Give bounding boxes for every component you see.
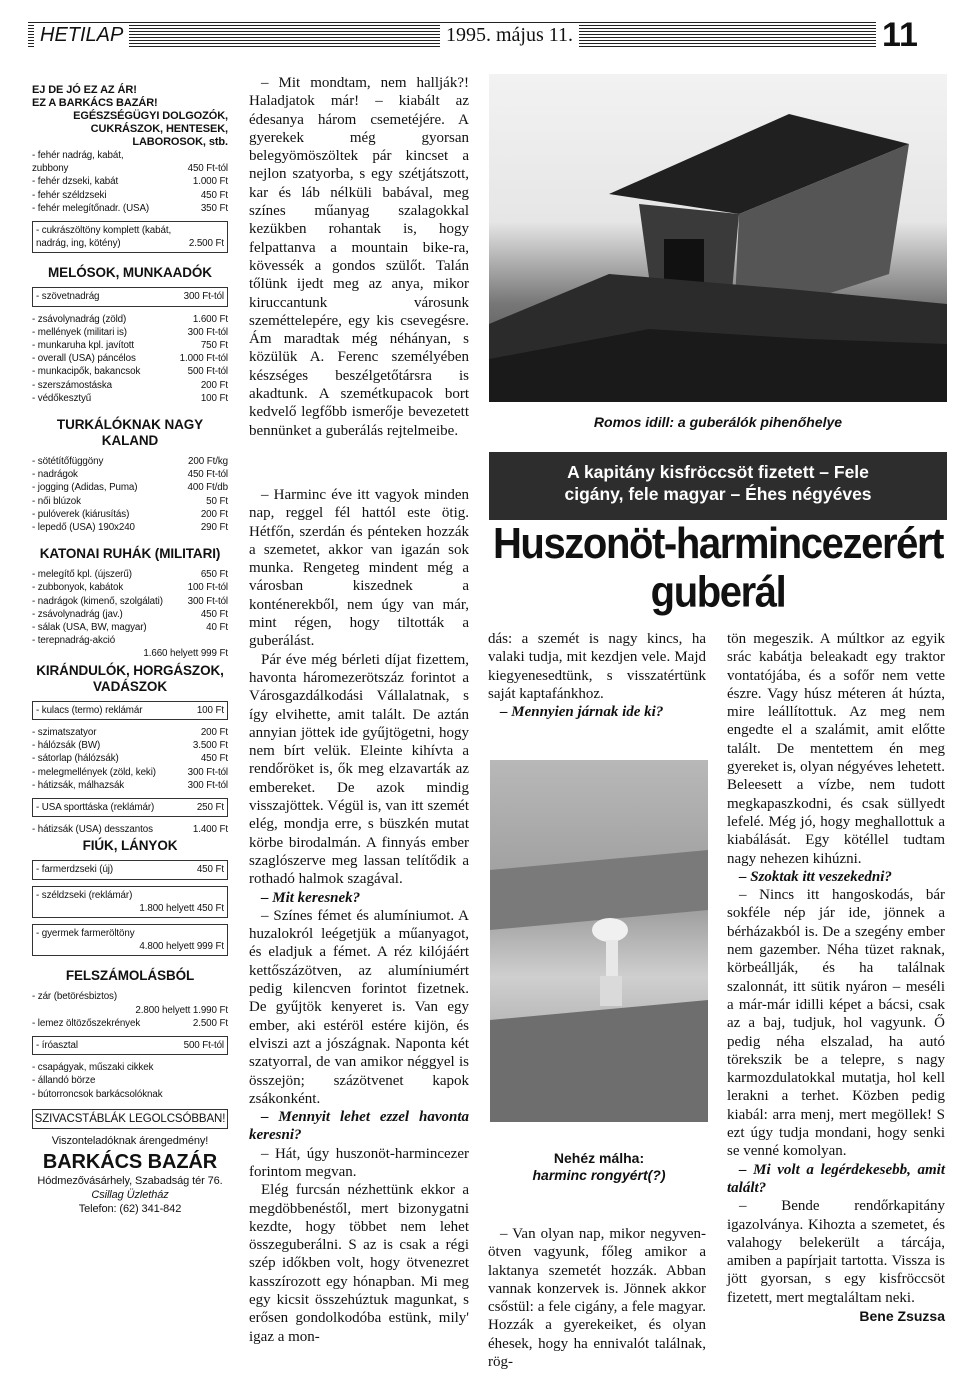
ad-item-row	[32, 608, 228, 621]
ad-group-misc	[32, 1061, 228, 1101]
ad-item-row	[32, 365, 228, 378]
ad-item-name: - sálak (USA, BW, magyar)	[32, 622, 147, 634]
ad-item-row	[32, 202, 228, 215]
ad-item-name: - íróasztal	[36, 1039, 78, 1051]
ad-item-price: 1.800 helyett 450 Ft	[139, 902, 224, 914]
ad-item-price: 100 Ft	[196, 704, 224, 716]
ad-item-row	[32, 508, 228, 521]
ad-address: Hódmezővásárhely, Szabadság tér 76.	[37, 1174, 223, 1187]
ad-misc-line: - csapágyak, műszaki cikkek	[32, 1062, 154, 1074]
ad-item-row	[32, 339, 228, 352]
ad-item-price: 2.800 helyett 1.990 Ft	[135, 1004, 228, 1016]
ad-store-name	[32, 1188, 228, 1202]
article-paragraph: Pár éve még bérleti díjat fizettem, havonta háromezerötszáz forintot a Városgazdálkodási Vállalatnak, s így elvihette, amit talált. De aztán annyian jöttek ide gyűjtögetni, hogy nem bírt velük. Eleinte kihívta a rendőröket is, ők meg elzavarták az embereket. De azok mindig visszajöttek. Végül is, van itt szemét elég, mondja erre, s büszkén mutat körbe birodalmán. A finnyás ember szaglószerve meg lassan telítődik a rothadó halmok szagával.	[249, 651, 469, 888]
ad-item-row	[32, 766, 228, 779]
ad-item-price: 300 Ft-tól	[187, 766, 228, 778]
photo1-caption: Romos idill: a guberálók pihenőhelye	[593, 414, 843, 430]
ad-item-price: 1.000 Ft	[192, 176, 228, 188]
headline-block	[489, 452, 947, 620]
ad-item-name: nadrág, ing, kötény)	[36, 238, 121, 250]
photo2-caption	[490, 1150, 708, 1184]
ad-item-row	[32, 1017, 228, 1030]
ad-item-row	[32, 468, 228, 481]
ad-box-flask	[32, 701, 228, 720]
article-paragraph: – Van olyan nap, mikor negyven-ötven vagyunk, főleg amikor a laktanya szemetét hozzák. Abban vannak konzervek is. Jönnek akkor csőstül: a fele cigány, a fele magyar. Hozzák a gyerekeiket, és olyan éhesek, hogy ha ennivalót találnak, rög-	[488, 1226, 706, 1371]
ad-misc-line: - bútorroncsok barkácsolóknak	[32, 1088, 163, 1100]
ad-item-row	[32, 379, 228, 392]
ad-box-sportbag	[32, 798, 228, 817]
article-paragraph: – Színes fémet és alumíniumot. A huzalokról leégetjük a műanyagot, és eladjuk a fémet. A réz kilójáért kettőszázötven, az alumíniumért pedig kilencven forintot fizetnek. De gyűjtök kenyeret is. Van egy ember, aki estéröl estére kijön, és elviszi azt a jószágnak. Naponta két szatyorral, de van amikor néggyel is összejön; százötvenet kapok zsákonként.	[249, 907, 469, 1107]
ad-item-name: - mellények (militari is)	[32, 326, 127, 338]
interview-question: – Mit keresnek?	[261, 889, 361, 906]
ad-item-row	[32, 581, 228, 594]
ad-item-price: 500 Ft-tól	[187, 366, 228, 378]
ad-item-row	[32, 352, 228, 365]
ad-box-jeans-jacket	[32, 860, 228, 879]
ad-item-price: 500 Ft-tól	[183, 1039, 224, 1051]
ad-section-title: VADÁSZOK	[93, 678, 167, 694]
page-header	[28, 16, 928, 54]
ad-item-row	[32, 162, 228, 175]
ad-item-price: 450 Ft-tól	[187, 469, 228, 481]
ad-item-price: 450 Ft	[200, 608, 228, 620]
ad-item-name: - védőkesztyű	[32, 392, 92, 404]
ad-item-price: 300 Ft-tól	[187, 779, 228, 791]
ad-intro-line: CUKRÁSZOK, HENTESEK,	[90, 123, 228, 135]
ad-item-name: - fehér melegítőnadr. (USA)	[32, 202, 150, 214]
ad-item-price: 100 Ft	[200, 392, 228, 404]
ad-item-price: 4.800 helyett 999 Ft	[139, 941, 224, 953]
ad-item-name: - melegítő kpl. (újszerű)	[32, 569, 132, 581]
ad-item-row	[32, 634, 228, 647]
ad-item-price: 1.400 Ft	[192, 824, 228, 836]
ad-item-name: - fehér széldzseki	[32, 189, 107, 201]
ad-item-price: 200 Ft	[200, 726, 228, 738]
ad-phone: Telefon: (62) 341-842	[78, 1202, 182, 1215]
ad-item-name: - női blúzok	[32, 495, 81, 507]
scavenger-photo	[490, 760, 708, 1122]
ad-store-label: Csillag Üzletház	[91, 1188, 169, 1201]
ad-item-price: 1.000 Ft-tól	[179, 353, 228, 365]
ad-item-name: - sátorlap (hálózsák)	[32, 753, 119, 765]
ad-item-row	[32, 739, 228, 752]
ad-item-name: - munkacipők, bakancsok	[32, 366, 141, 378]
ad-box-row	[36, 237, 224, 250]
ad-item-name: - jogging (Adidas, Puma)	[32, 482, 138, 494]
kicker-box	[489, 452, 947, 520]
caption-line: harminc rongyért(?)	[532, 1167, 666, 1183]
ad-item-name: - zubbonyok, kabátok	[32, 582, 124, 594]
article-paragraph: Elég furcsán nézhettünk ekkor a megdöbbenéstől, mert bizonygatni kezdte, hogy többet nem lehet összeguberálni. S az is csak a régi szép időkben volt, hogy ötvenezret kasszírozott egy hónapban. Mi meg egy kicsit összehúztuk magunkat, s erősen gondolkodóba estünk, mily' igaz a mon-	[249, 1182, 469, 1345]
newspaper-name: HETILAP	[34, 23, 129, 47]
ad-item-row	[32, 779, 228, 792]
article-paragraph: – Hát, úgy huszonöt-harmincezer forintom megvan.	[249, 1145, 469, 1180]
ad-item-price: 300 Ft-tól	[187, 326, 228, 338]
ad-foam-banner: SZIVACSTÁBLÁK LEGOLCSÓBBAN!	[32, 1109, 228, 1129]
scavenger-illustration	[490, 760, 708, 1122]
ad-item-price: 3.500 Ft	[192, 740, 228, 752]
ad-item-price: 450 Ft	[196, 864, 224, 876]
ad-item-name: - széldzseki (reklámár)	[36, 889, 133, 901]
ad-item-name: - fehér dzseki, kabát	[32, 176, 119, 188]
ad-item-row	[32, 313, 228, 326]
main-headline	[489, 520, 947, 617]
ad-item-price: 50 Ft	[206, 495, 228, 507]
ad-item-name: - lepedő (USA) 190x240	[32, 522, 135, 534]
ad-item-price: 40 Ft	[206, 622, 228, 634]
ad-item-row	[32, 149, 228, 162]
article-column-3	[488, 630, 706, 721]
ad-item-name: - sötétítőfüggöny	[32, 456, 104, 468]
ad-item-price: 400 Ft/db	[187, 482, 228, 494]
ad-group-workers	[32, 313, 228, 405]
article-column-4	[727, 630, 945, 1325]
ad-offer-line: 1.660 helyett 999 Ft	[143, 648, 228, 660]
ad-item-price: 200 Ft	[200, 508, 228, 520]
page-number: 11	[876, 18, 924, 52]
ad-item-name: - szimatszatyor	[32, 726, 97, 738]
kicker-line: A kapitány kisfröccsöt fizetett – Fele	[567, 462, 869, 482]
ad-item-row	[32, 595, 228, 608]
ad-item-price: 450 Ft	[200, 753, 228, 765]
article-paragraph: – Bende rendőrkapitány igazolványa. Kihozta a szemetet, és valahogy belekerült a tárcája, amiben a papírjait tartotta. Vissza is jött gyorsan, s egy kisfröccsöt fizetett, mert megtaláltam neki.	[727, 1198, 945, 1306]
article-column-1-cont	[249, 486, 469, 1346]
headline-line: Huszonöt-harmincezerért	[492, 519, 944, 568]
caption-line: Nehéz málha:	[553, 1150, 645, 1166]
ad-item-price: 100 Ft-tól	[187, 582, 228, 594]
ad-section-title: KATONAI RUHÁK (MILITARI)	[39, 546, 221, 562]
ad-item-name: - overall (USA) páncélos	[32, 353, 136, 365]
ad-item-row	[32, 495, 228, 508]
author-signature: Bene Zsuzsa	[859, 1307, 945, 1324]
ad-section-title: FIÚK, LÁNYOK	[82, 838, 178, 854]
article-paragraph: – Harminc éve itt vagyok minden nap, reggel fél hattól este ötig. Hétfőn, szerdán és pénteken hozzák a szemetet, akkor van igazán sok munka. Rengeteg mindent még a városban kiszednek a konténerekből, nem úgy van már, mint régen, hogy tiltották a guberálást.	[249, 487, 469, 650]
ad-reseller-note: Viszonteladóknak árengedmény!	[51, 1134, 209, 1147]
ad-item-name: - szövetnadrág	[36, 291, 100, 303]
ad-item-row	[32, 568, 228, 581]
ad-item-row	[32, 175, 228, 188]
ad-box-pastry-suit	[32, 221, 228, 253]
interview-question: – Mennyit lehet ezzel havonta keresni?	[249, 1109, 469, 1144]
ad-item-row	[32, 823, 228, 836]
ad-group-hiking	[32, 726, 228, 792]
ruined-shed-illustration	[489, 74, 947, 402]
ad-item-row	[32, 726, 228, 739]
ad-item-row	[32, 392, 228, 405]
ad-item-price: 300 Ft-tól	[183, 291, 224, 303]
ad-item-row	[32, 326, 228, 339]
ad-item-price: 350 Ft	[200, 202, 228, 214]
article-paragraph: tön megeszik. A múltkor az egyik srác kabátja beleakadt egy traktor vontatójába, és a sofőr nem vette észre. Vagy húsz méteren át húzta, mire leállítottuk. Az meg nem engedte el a szalámit, amit előtte talált. De mentettem én meg gyereket is, olyan négyéves lehetett. Beleesett a vízbe, nem tudott megkapaszkodni, és csak süllyedt lefelé. Még jó, hogy meghallottuk a kiabálását. Egy kötéllel tudtam nagy nehezen kihúzni.	[727, 631, 945, 867]
ad-intro-line: LABOROSOK, stb.	[132, 136, 228, 148]
article-column-1	[249, 74, 469, 440]
ad-item-price: 200 Ft/kg	[188, 456, 228, 468]
ad-item-name: - munkaruha kpl. javított	[32, 340, 135, 352]
ad-item-name: - kulacs (termo) reklámár	[36, 704, 143, 716]
ad-item-price: 450 Ft	[200, 189, 228, 201]
ad-item-name: - farmerdzseki (új)	[36, 864, 114, 876]
ad-section-title: TURKÁLÓKNAK NAGY KALAND	[56, 417, 204, 449]
issue-date: 1995. május 11.	[440, 23, 579, 47]
ad-intro	[32, 84, 228, 149]
interview-question: – Szoktak itt veszekedni?	[739, 868, 892, 885]
ad-item-price: 250 Ft	[196, 801, 224, 813]
ad-item-name: - lemez öltözőszekrények	[32, 1017, 141, 1029]
ad-item-price: 300 Ft-tól	[187, 595, 228, 607]
ad-item-name: - terepnadrág-akció	[32, 635, 116, 647]
ad-item-price: 650 Ft	[200, 569, 228, 581]
ruined-shed-photo	[489, 74, 947, 402]
ad-item-name: zubbony	[32, 163, 69, 175]
barkacs-bazar-ad	[32, 72, 228, 1216]
ad-box-line: - cukrászöltöny komplett (kabát,	[36, 225, 172, 237]
ad-item-name: - USA sporttáska (reklámár)	[36, 801, 155, 813]
ad-item-price: 200 Ft	[200, 379, 228, 391]
ad-item-name: - hátizsák, málhazsák	[32, 779, 125, 791]
ad-item-row	[32, 521, 228, 534]
ad-item-name: - zár (betörésbiztos)	[32, 991, 118, 1003]
ad-item-name: - nadrágok (kimenő, szolgálati)	[32, 595, 163, 607]
ad-box-windbreaker	[32, 886, 228, 918]
ad-item-price: 1.600 Ft	[192, 313, 228, 325]
article-paragraph: dás: a szemét is nagy kincs, ha valaki tudja, mit kezdjen vele. Majd kiegyenesedtünk, s visszatértünk saját kaptafánkhoz.	[488, 631, 706, 702]
ad-item-name: - fehér nadrág, kabát,	[32, 150, 124, 161]
ad-group-thrift	[32, 455, 228, 534]
ad-item-name: - szerszámostáska	[32, 379, 112, 391]
ad-item-price: 750 Ft	[200, 340, 228, 352]
ad-item-row	[32, 1004, 228, 1017]
ad-item-name: - melegmellények (zöld, keki)	[32, 766, 156, 778]
ad-box-desk	[32, 1036, 228, 1055]
article-paragraph: – Nincs itt hangoskodás, bár sokféle nép jár ide, jönnek a bérházakból is. De a szegény ember nem gazember. Néha tüzet raknak, körbeállják, és ha találnak szalonnát, itt sütik nyáron – meséli a már-már idilli képet a bácsi, csak az a baj, tudjuk, hol vagyunk. Ő pedig néha elszalad, ha autó törekszik be a telepre, s nagy karmozdulatokkal mutatja, hol kell lerakni a terhet. Közben pedig kiabál: arra menj, mert megöllek! S ezt úgy tudja mondani, hogy senki se venné komolyan.	[727, 887, 945, 1160]
ad-group-liquidation	[32, 990, 228, 1030]
ad-item-price: 450 Ft-tól	[187, 163, 228, 175]
ad-item-row	[32, 990, 228, 1003]
ad-group-military	[32, 568, 228, 647]
ad-item-price: 2.500 Ft	[192, 1017, 228, 1029]
ad-item-name: - hálózsák (BW)	[32, 740, 101, 752]
ad-item-name: - zsávolynadrág (zöld)	[32, 313, 127, 325]
ad-item-row	[32, 481, 228, 494]
ad-intro-line: EGÉSZSÉGÜGYI DOLGOZÓK,	[73, 110, 228, 122]
interview-question: – Mi volt a legérdekesebb, amit talált?	[727, 1161, 945, 1196]
ad-section-title: KIRÁNDULÓK, HORGÁSZOK,	[36, 662, 224, 678]
headline-line: guberál	[650, 568, 786, 617]
ad-item-row	[32, 455, 228, 468]
ad-intro-line: EZ A BARKÁCS BAZÁR!	[32, 97, 158, 109]
ad-item-price: 290 Ft	[200, 522, 228, 534]
ad-item-price: 2.500 Ft	[188, 238, 224, 250]
ad-box-trousers	[32, 287, 228, 306]
ad-misc-line: - állandó börze	[32, 1075, 96, 1087]
ad-intro-line: EJ DE JÓ EZ AZ ÁR!	[32, 84, 137, 96]
ad-section-title: MELÓSOK, MUNKAADÓK	[48, 265, 212, 281]
ad-item-name: - pulóverek (kiárusítás)	[32, 508, 130, 520]
ad-item-row	[32, 621, 228, 634]
interview-question: – Mennyien járnak ide ki?	[500, 704, 664, 721]
ad-item-row	[32, 752, 228, 765]
article-column-3-cont	[488, 1225, 706, 1371]
ad-item-row	[32, 189, 228, 202]
ad-item-name: - hátizsák (USA) desszantos	[32, 824, 153, 836]
ad-item-name: - gyermek farmeröltöny	[36, 927, 135, 939]
ad-item-name: - zsávolynadrág (jav.)	[32, 608, 123, 620]
article-paragraph: – Mit mondtam, nem hallják?! Haladjatok már! – kiabált az édesanya három csemetéjére. A gyerekek még gyorsan belegyömöszöltek pár kincset a nejlon szatyorba, s egy szétjátszott, kar és láb nélküli babával, meg színes műanyag szalagokkal kezükben rohantak is, hogy felpattanva a mountain bike-ra, kövessék a gondos szülőt. Talán tőlünk ijedt meg az anya, mikor kiruccantunk városunk szeméttelepére, egy kis csevegésre. Ám maradtak még néhányan, s közülük A. Ferenc személyében készséges beszélgetőtársra is akadtunk. A szemétkupacok bort kedvelő legfőbb ismerője bevezetett bennünket a guberálás rejtelmeibe.	[249, 75, 469, 439]
ad-box-kids-jeans	[32, 924, 228, 956]
ad-section-title: FELSZÁMOLÁSBÓL	[65, 968, 195, 984]
ad-group-medical	[32, 149, 228, 215]
ad-brand-name: BARKÁCS BAZÁR	[42, 1150, 218, 1173]
ad-item-name: - nadrágok	[32, 469, 78, 481]
kicker-line: cigány, fele magyar – Éhes négyéves	[564, 484, 872, 504]
